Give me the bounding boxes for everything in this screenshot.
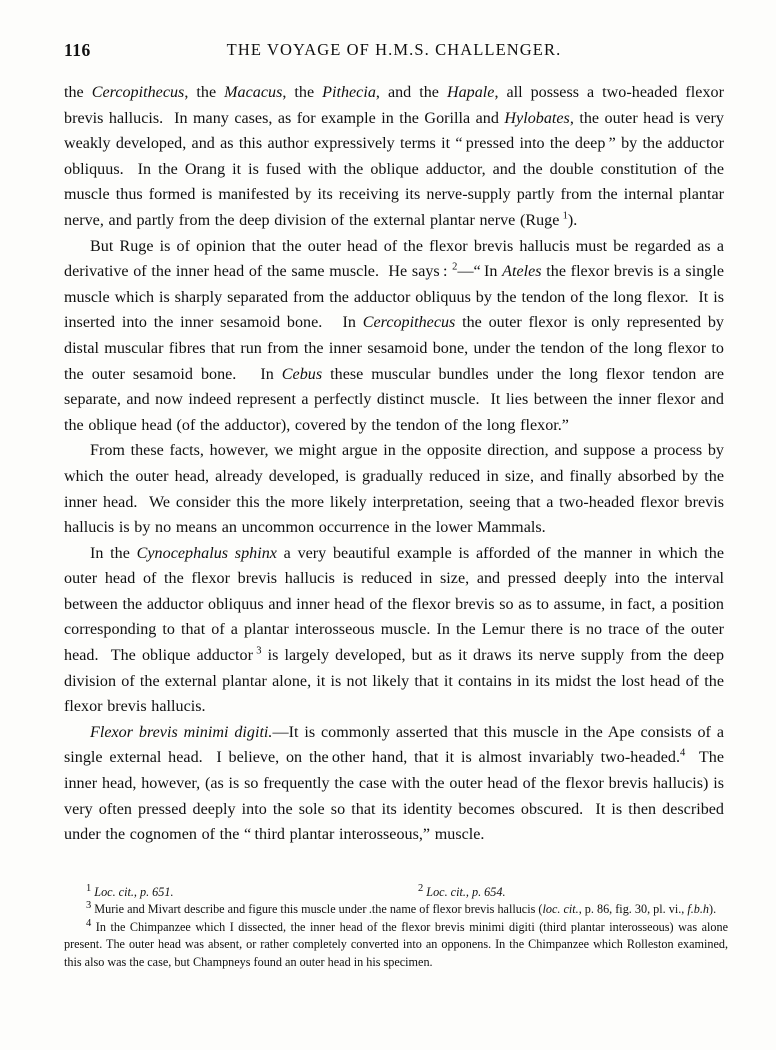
paragraph-3: From these facts, however, we might argue in the opposite direction, and suppose a process by which the outer head, already developed, is gradually reduced in size, and finally absorbed by the inner head. We consider this the more likely interpretation, seeing that a two-headed flexor brevis hallucis is by no means an uncommon occurrence in the lower Mammals.	[64, 442, 724, 537]
footnote-row-top	[64, 884, 728, 901]
page-header	[64, 40, 724, 64]
paragraph-2: But Ruge is of opinion that the outer head of the flexor brevis hallucis must be regarded as a derivative of the inner head of the same muscle. He says : $^2$—“ In Ateles the flexor brevis is a single muscle which is sharply separated from the adductor obliquus by the tendon of the long flexor. It is inserted into the inner sesamoid bone. In Cercopithecus the outer flexor is only represented by distal muscular fibres that run from the inner sesamoid bone, under the tendon of the long flexor to the outer sesamoid bone. In Cebus these muscular bundles under the long flexor tendon are separate, and now indeed represent a perfectly distinct muscle. It lies between the inner flexor and the oblique head (of the adductor), covered by the tendon of the long flexor.”	[64, 237, 724, 434]
footnote-1: $^1$ Loc. cit., p. 651.	[86, 882, 174, 899]
body-text-column	[64, 80, 724, 848]
footnote-4: $^4$ In the Chimpanzee which I dissected, the inner head of the flexor brevis minimi digiti (third plantar interosseous) was alone present. The outer head was absent, or rather completely converted into an opponens. In the Chimpanzee which Rolleston examined, this also was the case, but Champneys found an outer head in his specimen.	[64, 917, 728, 969]
paragraph-1: the Cercopithecus, the Macacus, the Pithecia, and the Hapale, all possess a two-headed flexor brevis hallucis. In many cases, as for example in the Gorilla and Hylobates, the outer head is very weakly developed, and as this author expressively terms it “ pressed into the deep ” by the adductor obliquus. In the Orang it is fused with the oblique adductor, and the double constitution of the muscle thus formed is manifested by its receiving its nerve-supply partly from the internal plantar nerve, and partly from the deep division of the external plantar nerve (Ruge $^1$).	[64, 84, 725, 229]
paragraph-5: Flexor brevis minimi digiti.—It is commonly asserted that this muscle in the Ape consists of a single external head. I believe, on the other hand, that it is almost invariably two-headed.$^4$ The inner head, however, (as is so frequently the case with the outer head of the flexor brevis hallucis) is very often pressed deeply into the sole so that its identity becomes obscured. It is then described under the cognomen of the “ third plantar interosseous,” muscle.	[64, 723, 725, 844]
footnote-2-text: Loc. cit., p. 654.	[426, 885, 506, 899]
running-title: THE VOYAGE OF H.M.S. CHALLENGER.	[226, 40, 562, 59]
footnote-2: $^2$ Loc. cit., p. 654.	[418, 882, 506, 899]
footnote-3: $^3$ Murie and Mivart describe and figure this muscle under .the name of flexor brevis hallucis (loc. cit., p. 86, fig. 30, pl. vi., f.b.h).	[86, 900, 717, 917]
footnotes-block	[64, 884, 728, 971]
page-number: 116	[64, 40, 91, 60]
paragraph-4: In the Cynocephalus sphinx a very beautiful example is afforded of the manner in which the outer head of the flexor brevis hallucis is reduced in size, and pressed deeply into the interval between the adductor obliquus and inner head of the flexor brevis so as to assume, in fact, a position corresponding to that of a plantar interosseous muscle. In the Lemur there is no trace of the outer head. The oblique adductor $^3$ is largely developed, but as it draws its nerve supply from the deep division of the external plantar alone, it is not likely that it contains in its midst the lost head of the flexor brevis hallucis.	[64, 544, 725, 716]
footnote-1-text: Loc. cit., p. 651.	[94, 885, 174, 899]
